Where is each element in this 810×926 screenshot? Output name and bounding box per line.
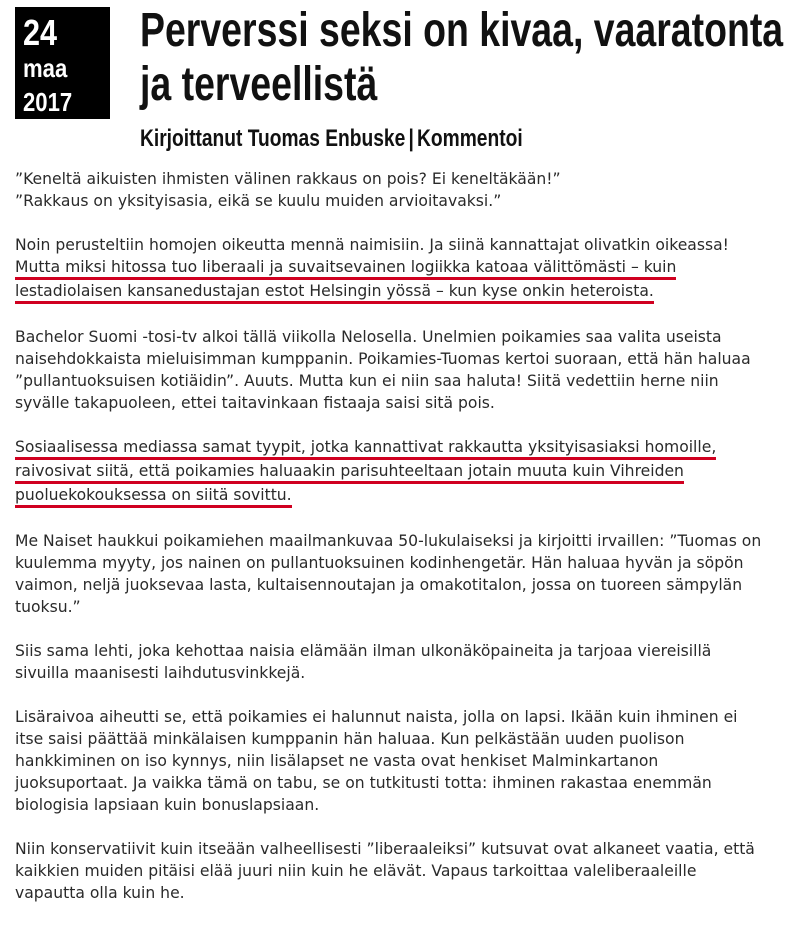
post-date-year: 2017	[23, 87, 73, 117]
paragraph	[15, 706, 810, 816]
text-line: tuoksu.”	[15, 598, 81, 616]
post-title-line: Perverssi seksi on kivaa, vaaratonta	[140, 4, 784, 57]
paragraph	[15, 838, 810, 904]
paragraph	[15, 436, 810, 508]
highlight-underline: raivosivat siitä, että poikamies haluaakin parisuhteeltaan jotain muuta kuin Vihreiden	[15, 462, 684, 484]
text-line: sivuilla maanisesti laihdutusvinkkejä.	[15, 664, 306, 682]
byline-separator: |	[408, 125, 414, 152]
text-line: syvälle takapuoleen, ettei taitavinkaan fistaaja saisi sitä pois.	[15, 394, 495, 412]
post-date-month: maa	[23, 53, 68, 83]
text-line: naisehdokkaista mieluisimman kumppanin. Poikamies-Tuomas kertoi suoraan, että hän haluaa	[15, 350, 751, 368]
text-line: itse saisi päättää minkälaisen kumppanin hän haluaa. Kun pelkästään uuden puolison	[15, 730, 685, 748]
text-line: hankkiminen on iso kynnys, niin lisälapset ne vasta ovat henkiset Malminkartanon	[15, 752, 659, 770]
highlighted-line	[15, 484, 810, 508]
highlighted-line	[15, 460, 810, 484]
highlight-underline: Mutta miksi hitossa tuo liberaali ja suvaitsevainen logiikka katoaa välittömästi – kuin	[15, 258, 676, 280]
post-title	[140, 4, 795, 112]
byline-author: Kirjoittanut Tuomas Enbuske	[140, 125, 406, 152]
text-line: ”Keneltä aikuisten ihmisten välinen rakkaus on pois? Ei keneltäkään!”	[15, 170, 561, 188]
text-line: Niin konservatiivit kuin itseään valheellisesti ”liberaaleiksi” kutsuvat ovat alkaneet vaatia, että	[15, 840, 755, 858]
highlighted-line	[15, 280, 810, 304]
text-line: kuulemma myyty, jos nainen on pullantuoksuinen kodinhengetär. Hän haluaa hyvän ja söpön	[15, 554, 744, 572]
text-line: ”pullantuoksuisen kotiäidin”. Auuts. Mutta kun ei niin saa haluta! Siitä vedettiin herne niin	[15, 372, 719, 390]
paragraph	[15, 530, 810, 618]
text-line: Noin perusteltiin homojen oikeutta mennä naimisiin. Ja siinä kannattajat olivatkin oikeassa!	[15, 236, 729, 254]
post-byline	[140, 124, 523, 154]
text-line: biologisia lapsiaan kuin bonuslapsiaan.	[15, 796, 320, 814]
highlighted-line	[15, 256, 810, 280]
highlighted-line	[15, 436, 810, 460]
paragraph	[15, 640, 810, 684]
paragraph	[15, 234, 810, 304]
text-line: ”Rakkaus on yksityisasia, eikä se kuulu muiden arvioitavaksi.”	[15, 192, 502, 210]
text-line: Siis sama lehti, joka kehottaa naisia elämään ilman ulkonäköpaineita ja tarjoaa viereisillä	[15, 642, 712, 660]
text-line: Lisäraivoa aiheutti se, että poikamies ei halunnut naista, jolla on lapsi. Ikään kuin ihminen ei	[15, 708, 738, 726]
text-line: Me Naiset haukkui poikamiehen maailmankuvaa 50-lukulaiseksi ja kirjoitti irvaillen: ”Tuomas on	[15, 532, 762, 550]
highlight-underline: puoluekokouksessa on siitä sovittu.	[15, 486, 292, 508]
post-title-line: ja terveellistä	[140, 58, 378, 111]
post-date-day: 24	[23, 12, 58, 53]
highlight-underline: lestadiolaisen kansanedustajan estot Helsingin yössä – kun kyse onkin heteroista.	[15, 282, 654, 304]
paragraph	[15, 326, 810, 414]
comments-link[interactable]: Kommentoi	[417, 125, 523, 152]
post-date-box	[15, 7, 110, 119]
text-line: kaikkien muiden pitäisi elää juuri niin kuin he elävät. Vapaus tarkoittaa valeliberaaleille	[15, 862, 697, 880]
paragraph	[15, 168, 810, 212]
text-line: Bachelor Suomi -tosi-tv alkoi tällä viikolla Nelosella. Unelmien poikamies saa valita useista	[15, 328, 722, 346]
text-line: vapautta olla kuin he.	[15, 884, 185, 902]
text-line: juoksuportaat. Ja vaikka tämä on tabu, se on tutkitusti totta: ihminen rakastaa enemmän	[15, 774, 712, 792]
highlight-underline: Sosiaalisessa mediassa samat tyypit, jotka kannattivat rakkautta yksityisasiaksi homoille,	[15, 438, 716, 460]
text-line: vaimon, neljä juoksevaa lasta, kultaisennoutajan ja omakotitalon, jossa on tuoreen sämpylän	[15, 576, 743, 594]
article-body	[15, 168, 810, 926]
